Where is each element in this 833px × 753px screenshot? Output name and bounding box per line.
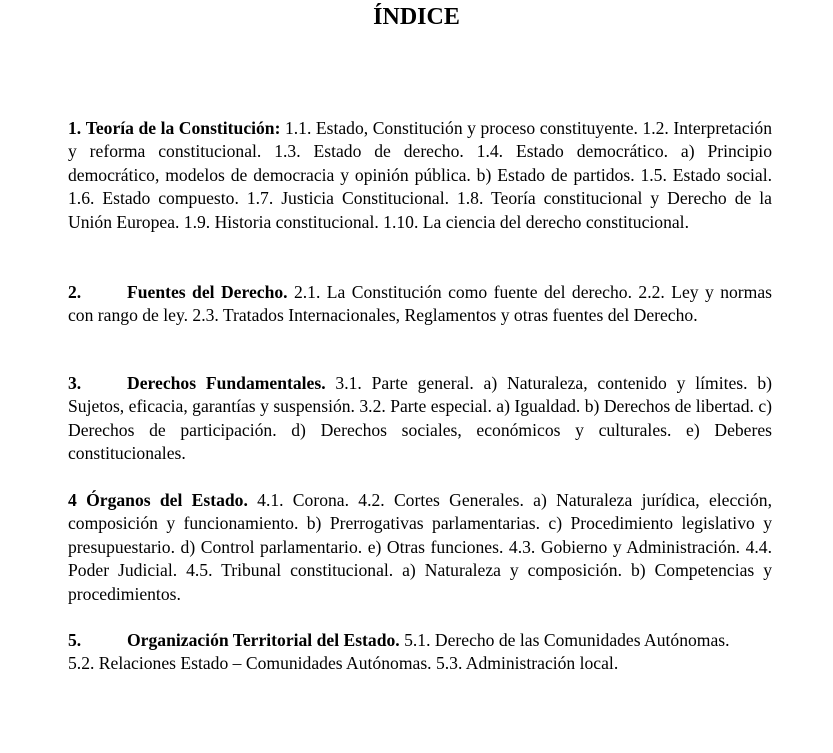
section-title: Fuentes del Derecho. xyxy=(127,282,288,302)
section-text: 5.1. Derecho de las Comunidades Autónomas. xyxy=(404,630,730,650)
section-title: Teoría de la Constitución: xyxy=(85,118,281,138)
section-text: 2.1. La Constitución como fuente del derecho. 2.2. Ley y normas con rango de ley. 2.3. Tratados Internacionales, Reglamentos y otras fuentes del Derecho. xyxy=(68,282,772,326)
section-number: 1. xyxy=(68,118,82,138)
section-number: 5. xyxy=(68,630,82,650)
index-section-4 xyxy=(68,489,772,606)
section-text-line-2: 5.2. Relaciones Estado – Comunidades Autónomas. 5.3. Administración local. xyxy=(68,653,619,674)
section-number: 3. xyxy=(68,373,82,393)
section-number: 4 xyxy=(68,490,77,510)
section-title: Derechos Fundamentales. xyxy=(127,373,326,393)
index-section-1 xyxy=(68,117,772,234)
section-text: 4.1. Corona. 4.2. Cortes Generales. a) Naturaleza jurídica, elección, composición y funcionamiento. b) Prerrogativas parlamentarias. c) Procedimiento legislativo y presupuestario. d) Control parlamentario. e) Otras funciones. 4.3. Gobierno y Administración. 4.4. Poder Judicial. 4.5. Tribunal constitucional. a) Naturaleza y composición. b) Competencias y procedimientos. xyxy=(68,490,772,604)
section-number: 2. xyxy=(68,282,82,302)
section-title: Órganos del Estado. xyxy=(86,490,248,510)
section-text: 1.1. Estado, Constitución y proceso constituyente. 1.2. Interpretación y reforma constitucional. 1.3. Estado de derecho. 1.4. Estado democrático. a) Principio democrático, modelos de democracia y opinión pública. b) Estado de partidos. 1.5. Estado social. 1.6. Estado compuesto. 1.7. Justicia Constitucional. 1.8. Teoría constitucional y Derecho de la Unión Europea. 1.9. Historia constitucional. 1.10. La ciencia del derecho constitucional. xyxy=(68,118,772,232)
index-section-3 xyxy=(68,372,772,466)
index-section-5 xyxy=(68,629,772,676)
section-title: Organización Territorial del Estado. xyxy=(127,630,400,650)
index-section-2 xyxy=(68,281,772,328)
section-text: 3.1. Parte general. a) Naturaleza, contenido y límites. b) Sujetos, eficacia, garantías y suspensión. 3.2. Parte especial. a) Igualdad. b) Derechos de libertad. c) Derechos de participación. d) Derechos sociales, económicos y culturales. e) Deberes constitucionales. xyxy=(68,373,772,464)
page-title: ÍNDICE xyxy=(373,4,460,30)
